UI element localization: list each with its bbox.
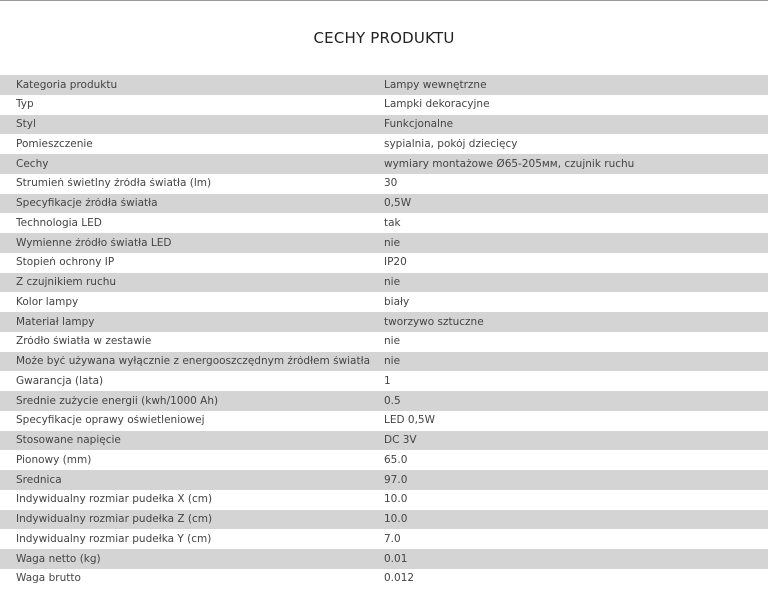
table-row — [0, 411, 768, 431]
spec-value: LED 0,5W — [384, 415, 435, 426]
top-divider — [0, 0, 768, 1]
table-row — [0, 134, 768, 154]
spec-value: tworzywo sztuczne — [384, 316, 484, 328]
table-row — [0, 292, 768, 312]
spec-value: wymiary montażowe Ø65-205мм, czujnik ruchu — [384, 158, 635, 170]
spec-label: Średnica — [16, 474, 62, 486]
spec-value: 0.01 — [384, 553, 408, 565]
table-row — [0, 529, 768, 549]
spec-value: 10.0 — [384, 494, 408, 505]
spec-label: Gwarancja (lata) — [16, 375, 104, 387]
spec-value: 97.0 — [384, 474, 408, 486]
spec-value: 30 — [384, 178, 398, 189]
table-row — [0, 174, 768, 194]
spec-label: Stosowane napięcie — [16, 435, 121, 446]
spec-label: Pionowy (mm) — [16, 454, 92, 466]
spec-value: nie — [384, 277, 401, 288]
spec-label: Indywidualny rozmiar pudełka Y (cm) — [16, 533, 212, 545]
spec-label: Typ — [16, 99, 34, 110]
spec-label: Wymienne źródło światła LED — [16, 237, 172, 249]
spec-label: Pomieszczenie — [16, 138, 93, 150]
table-row — [0, 490, 768, 510]
spec-value: 1 — [384, 375, 391, 387]
spec-label: Z czujnikiem ruchu — [16, 277, 117, 288]
table-row — [0, 115, 768, 135]
table-row — [0, 213, 768, 233]
spec-label: Indywidualny rozmiar pudełka X (cm) — [16, 494, 213, 505]
spec-label: Technologia LED — [16, 217, 102, 229]
spec-value: Funkcjonalne — [384, 119, 454, 130]
table-row — [0, 95, 768, 115]
spec-value: sypialnia, pokój dziecięcy — [384, 138, 518, 150]
spec-value: tak — [384, 217, 401, 229]
spec-label: Specyfikacje źródła światła — [16, 198, 158, 209]
table-row — [0, 233, 768, 253]
spec-table — [0, 75, 768, 589]
section-title: CECHY PRODUKTU — [313, 29, 455, 47]
spec-label: Waga netto (kg) — [16, 553, 101, 565]
spec-label: Specyfikacje oprawy oświetleniowej — [16, 415, 205, 426]
spec-value: 0.012 — [384, 573, 415, 584]
table-row — [0, 332, 768, 352]
spec-value: nie — [384, 336, 401, 347]
spec-label: Kolor lampy — [16, 296, 79, 308]
table-row — [0, 273, 768, 293]
spec-label: Średnie zużycie energii (kwh/1000 Ah) — [16, 395, 219, 407]
spec-value: Lampki dekoracyjne — [384, 99, 490, 110]
table-row — [0, 352, 768, 372]
table-row — [0, 194, 768, 214]
table-row — [0, 470, 768, 490]
spec-label: Waga brutto — [16, 573, 81, 584]
spec-label: Cechy — [16, 158, 49, 170]
table-row — [0, 312, 768, 332]
spec-value: 7.0 — [384, 533, 401, 545]
table-row — [0, 450, 768, 470]
spec-label: Może być używana wyłącznie z energooszczędnym źródłem światła — [16, 356, 371, 367]
spec-value: DC 3V — [384, 435, 417, 446]
table-row — [0, 371, 768, 391]
spec-label: Materiał lampy — [16, 316, 95, 328]
spec-value: 10.0 — [384, 514, 408, 525]
spec-label: Kategoria produktu — [16, 79, 118, 91]
spec-value: IP20 — [384, 257, 407, 268]
spec-label: Stopień ochrony IP — [16, 257, 115, 268]
spec-value: 0,5W — [384, 198, 412, 209]
table-row — [0, 154, 768, 174]
table-row — [0, 75, 768, 95]
spec-value: Lampy wewnętrzne — [384, 79, 487, 91]
table-row — [0, 431, 768, 451]
table-row — [0, 510, 768, 530]
table-row — [0, 569, 768, 589]
spec-value: 0.5 — [384, 395, 401, 407]
spec-label: Styl — [16, 119, 36, 130]
table-row — [0, 253, 768, 273]
spec-label: Źródło światła w zestawie — [16, 336, 152, 347]
spec-value: biały — [384, 296, 410, 308]
spec-value: nie — [384, 356, 401, 367]
table-row — [0, 391, 768, 411]
spec-label: Strumień świetlny źródła światła (lm) — [16, 178, 212, 189]
spec-label: Indywidualny rozmiar pudełka Z (cm) — [16, 514, 213, 525]
spec-value: 65.0 — [384, 454, 408, 466]
spec-value: nie — [384, 237, 401, 249]
table-row — [0, 549, 768, 569]
